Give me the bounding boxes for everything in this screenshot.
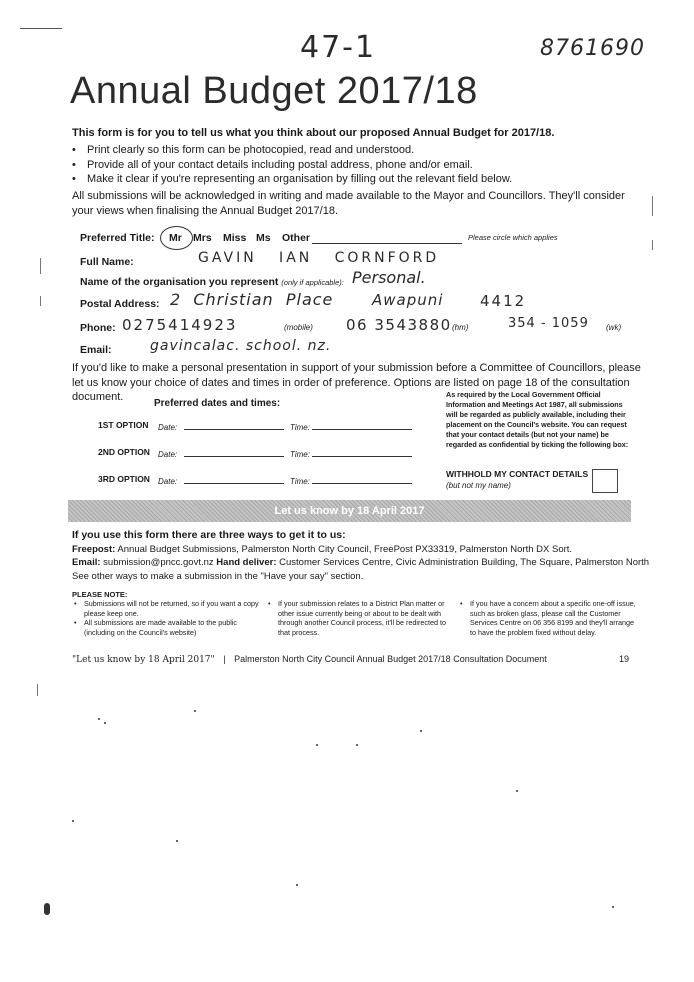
acknowledgement-text: All submissions will be acknowledged in writing and made available to the Mayor and Councillors. They'll consider your views when finalising the Annual Budget 2017/18.	[72, 190, 625, 217]
handwritten-ref-top: 47-1	[300, 30, 377, 65]
submit-email-label: Email:	[72, 557, 101, 568]
instruction-item: • Print clearly so this form can be photocopied, read and understood.	[70, 143, 512, 158]
instruction-item: • Make it clear if you're representing an organisation by filling out the relevant field below.	[70, 172, 512, 187]
deadline-banner-text: Let us know by 18 April 2017	[274, 505, 425, 517]
mobile-tag: (mobile)	[284, 323, 313, 332]
full-name-field[interactable]: GAVIN IAN CORNFORD	[198, 250, 440, 266]
phone-work-field[interactable]: 354 - 1059	[508, 316, 589, 331]
email-field[interactable]: gavincalac. school. nz.	[150, 338, 332, 354]
footer-quote: "Let us know by 18 April 2017"	[72, 655, 215, 665]
instruction-item: • Provide all of your contact details including postal address, phone and/or email.	[70, 158, 512, 173]
phone-label: Phone:	[80, 322, 116, 334]
scan-edge-mark	[20, 28, 62, 29]
withhold-sublabel: (but not my name)	[446, 481, 511, 490]
option-1-date-label: Date:	[158, 423, 178, 432]
deadline-banner	[68, 500, 631, 522]
page-footer	[72, 654, 547, 665]
handwritten-ref-right: 8761690	[540, 36, 645, 61]
intro-lede: This form is for you to tell us what you think about our proposed Annual Budget for 2017/18.	[72, 127, 555, 139]
option-1-time-field[interactable]	[312, 429, 412, 430]
title-option-mr[interactable]: Mr	[169, 232, 182, 244]
option-2-date-field[interactable]	[184, 456, 284, 457]
organisation-label-text: Name of the organisation you represent	[80, 276, 279, 288]
option-2-time-label: Time:	[290, 450, 310, 459]
option-3-date-label: Date:	[158, 477, 178, 486]
withhold-checkbox[interactable]	[592, 469, 618, 493]
organisation-label	[80, 276, 344, 288]
full-name-label: Full Name:	[80, 256, 134, 268]
other-ways-text: See other ways to make a submission in the "Have your say" section.	[72, 571, 364, 582]
title-option-miss[interactable]: Miss	[223, 232, 247, 244]
dates-heading: Preferred dates and times:	[154, 398, 281, 409]
note-column-1	[72, 599, 262, 637]
email-hand-line	[72, 557, 649, 568]
scan-edge-mark	[652, 196, 653, 216]
presentation-text: If you'd like to make a personal presentation in support of your submission before a Committee of Councillors, please let us know your choice of dates and times in order of preference. Options are listed on page 18 of the consultation document.	[72, 362, 641, 403]
postal-address-suburb[interactable]: Awapuni	[372, 291, 444, 309]
option-1-date-field[interactable]	[184, 429, 284, 430]
option-3-time-field[interactable]	[312, 483, 412, 484]
note-column-2	[266, 599, 448, 637]
note-item: • If your submission relates to a District Plan matter or other issue currently being or about to be dealt with through another Council process, it'll be redirected to that process.	[266, 599, 448, 637]
scan-speck	[104, 722, 106, 724]
footer-text: Palmerston North City Council Annual Budget 2017/18 Consultation Document	[234, 654, 547, 664]
scan-speck	[612, 906, 614, 908]
scan-speck	[98, 718, 100, 720]
page-number: 19	[619, 654, 630, 664]
option-2-time-field[interactable]	[312, 456, 412, 457]
scan-edge-mark	[652, 240, 653, 250]
postal-address-line[interactable]: 2 Christian Place	[170, 290, 334, 309]
scan-speck	[72, 820, 74, 822]
work-tag: (wk)	[606, 323, 622, 332]
scan-edge-mark	[40, 258, 41, 274]
email-label: Email:	[80, 344, 112, 356]
home-tag: (hm)	[452, 323, 469, 332]
organisation-field[interactable]: Personal.	[352, 268, 426, 287]
option-3-date-field[interactable]	[184, 483, 284, 484]
withhold-label: WITHHOLD MY CONTACT DETAILS	[446, 469, 589, 479]
option-3-label: 3RD OPTION	[98, 474, 150, 484]
title-option-other[interactable]: Other	[282, 232, 311, 244]
note-column-3	[458, 599, 638, 637]
scan-edge-mark	[40, 296, 41, 306]
preferred-title-label: Preferred Title:	[80, 232, 155, 244]
hand-deliver-label: Hand deliver:	[216, 557, 277, 568]
hand-deliver-text: Customer Services Centre, Civic Administration Building, The Square, Palmerston North	[279, 557, 650, 568]
footer-separator: |	[223, 654, 226, 664]
page-title: Annual Budget 2017/18	[70, 70, 478, 112]
scan-speck	[176, 840, 178, 842]
option-1-label: 1ST OPTION	[98, 420, 149, 430]
organisation-hint: (only if applicable):	[281, 278, 344, 287]
privacy-note: As required by the Local Government Official Information and Meetings Act 1987, all submissions will be regarded as publicly available, including their placement on the Council's website. You can request that your contact details (but not your name) be regarded as confidential by ticking the following box:	[446, 390, 629, 449]
please-note-title: PLEASE NOTE:	[72, 590, 128, 599]
scan-speck	[296, 884, 298, 886]
scan-speck	[316, 744, 318, 746]
option-2-date-label: Date:	[158, 450, 178, 459]
note-item: • Submissions will not be returned, so if you want a copy please keep one.	[72, 599, 262, 618]
phone-mobile-field[interactable]: 0275414923	[122, 316, 238, 334]
scan-speck	[420, 730, 422, 732]
option-3-time-label: Time:	[290, 477, 310, 486]
title-option-mrs[interactable]: Mrs	[193, 232, 212, 244]
submit-email-link[interactable]: submission@pncc.govt.nz	[103, 557, 214, 568]
freepost-text: Annual Budget Submissions, Palmerston North City Council, FreePost PX33319, Palmerston North DX Sort.	[117, 544, 573, 555]
option-2-label: 2ND OPTION	[98, 447, 150, 457]
ways-heading: If you use this form there are three ways to get it to us:	[72, 529, 346, 541]
note-item: • If you have a concern about a specific one-off issue, such as broken glass, please call the Customer Services Centre on 06 356 8199 and they'll arrange to have the problem fixed without delay.	[458, 599, 638, 637]
freepost-label: Freepost:	[72, 544, 116, 555]
title-option-ms[interactable]: Ms	[256, 232, 271, 244]
option-1-time-label: Time:	[290, 423, 310, 432]
scan-speck	[44, 903, 50, 915]
other-title-field[interactable]	[312, 243, 462, 244]
scan-speck	[356, 744, 358, 746]
postal-address-label: Postal Address:	[80, 298, 160, 310]
phone-home-field[interactable]: 06 3543880	[346, 316, 452, 334]
note-item: • All submissions are made available to the public (including on the Council's website)	[72, 618, 262, 637]
title-hint: Please circle which applies	[468, 233, 558, 242]
scan-speck	[194, 710, 196, 712]
scan-edge-mark	[37, 684, 38, 696]
freepost-line	[72, 544, 572, 555]
instruction-list	[70, 143, 512, 187]
postal-address-postcode[interactable]: 4412	[480, 292, 527, 310]
scan-speck	[516, 790, 518, 792]
